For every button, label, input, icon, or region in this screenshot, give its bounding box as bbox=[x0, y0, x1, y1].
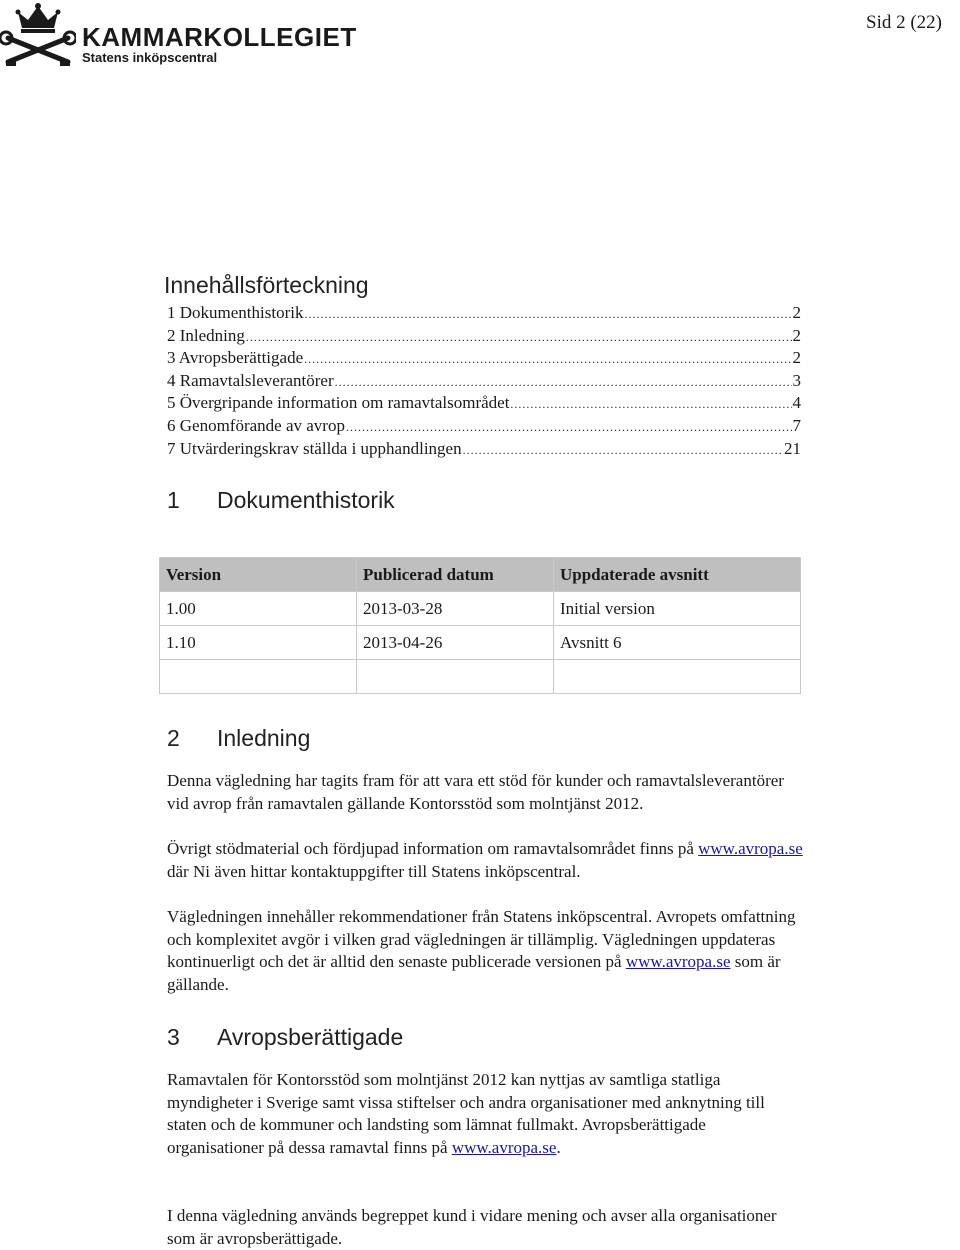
section-heading-avropsberattigade: 3 Avropsberättigade bbox=[167, 1024, 404, 1050]
table-row bbox=[160, 626, 801, 660]
toc-item-1[interactable]: 1 Dokumenthistorik ..... 2 bbox=[167, 302, 801, 325]
column-header-date: Publicerad datum bbox=[357, 558, 554, 592]
table-cell: 2013-04-26 bbox=[357, 626, 554, 660]
logo-subtitle: Statens inköpscentral bbox=[82, 50, 218, 65]
toc-item-3[interactable]: 3 Avropsberättigade ..... 2 bbox=[167, 347, 801, 370]
paragraph: I denna vägledning används begreppet kund i vidare mening och avser alla organisationer som är avropsberättigade. bbox=[167, 1206, 777, 1248]
avropa-link[interactable]: www.avropa.se bbox=[625, 952, 731, 972]
crown-crest-icon bbox=[0, 2, 76, 68]
avropa-link[interactable]: www.avropa.se bbox=[451, 1137, 557, 1157]
toc-title: Innehållsförteckning bbox=[164, 272, 369, 298]
document-history-table bbox=[159, 557, 801, 694]
section-heading-inledning: 2 Inledning bbox=[167, 725, 311, 751]
table-cell: 1.10 bbox=[160, 626, 357, 660]
toc-item-4[interactable]: 4 Ramavtalsleverantörer ..... 3 bbox=[167, 370, 801, 393]
toc-item-7[interactable]: 7 Utvärderingskrav ställda i upphandlingen ..... 21 bbox=[167, 438, 801, 461]
column-header-sections: Uppdaterade avsnitt bbox=[554, 558, 801, 592]
paragraph: Denna vägledning har tagits fram för att vara ett stöd för kunder och ramavtalsleverantörer vid avrop från ramavtalen gällande Kontorsstöd som molntjänst 2012. bbox=[167, 771, 784, 813]
section-heading-dokumenthistorik: 1 Dokumenthistorik bbox=[167, 487, 395, 513]
table-row bbox=[160, 592, 801, 626]
table-of-contents bbox=[167, 302, 801, 460]
table-cell: 1.00 bbox=[160, 592, 357, 626]
table-cell bbox=[357, 660, 554, 694]
column-header-version: Version bbox=[160, 558, 357, 592]
table-cell bbox=[554, 660, 801, 694]
toc-item-6[interactable]: 6 Genomförande av avrop ..... 7 bbox=[167, 415, 801, 438]
table-cell: 2013-03-28 bbox=[357, 592, 554, 626]
table-cell bbox=[160, 660, 357, 694]
toc-item-5[interactable]: 5 Övergripande information om ramavtalsområdet ..... 4 bbox=[167, 392, 801, 415]
table-cell: Avsnitt 6 bbox=[554, 626, 801, 660]
paragraph: Övrigt stödmaterial och fördjupad information om ramavtalsområdet finns på www.avropa.se där Ni även hittar kontaktuppgifter till Statens inköpscentral. bbox=[167, 839, 803, 881]
paragraph: Vägledningen innehåller rekommendationer från Statens inköpscentral. Avropets omfattning och komplexitet avgör i vilken grad vägledningen är tillämplig. Vägledningen uppdateras kontinuerligt och det är alltid den senaste publicerade versionen på www.avropa.se som är gällande. bbox=[167, 907, 796, 994]
page-number: Sid 2 (22) bbox=[866, 12, 942, 33]
avropa-link[interactable]: www.avropa.se bbox=[698, 839, 803, 858]
kammarkollegiet-logo bbox=[0, 0, 357, 70]
table-header-row bbox=[160, 558, 801, 592]
table-cell: Initial version bbox=[554, 592, 801, 626]
table-row bbox=[160, 660, 801, 694]
logo-name: KAMMARKOLLEGIET bbox=[82, 22, 357, 52]
toc-item-2[interactable]: 2 Inledning ..... 2 bbox=[167, 325, 801, 348]
paragraph: Ramavtalen för Kontorsstöd som molntjänst 2012 kan nyttjas av samtliga statliga myndigheter i Sverige samt vissa stiftelser och andra organisationer med anknytning till staten och de kommuner och landsting som lämnat fullmakt. Avropsberättigade organisationer på dessa ramavtal finns på www.avropa.se. bbox=[167, 1070, 765, 1157]
